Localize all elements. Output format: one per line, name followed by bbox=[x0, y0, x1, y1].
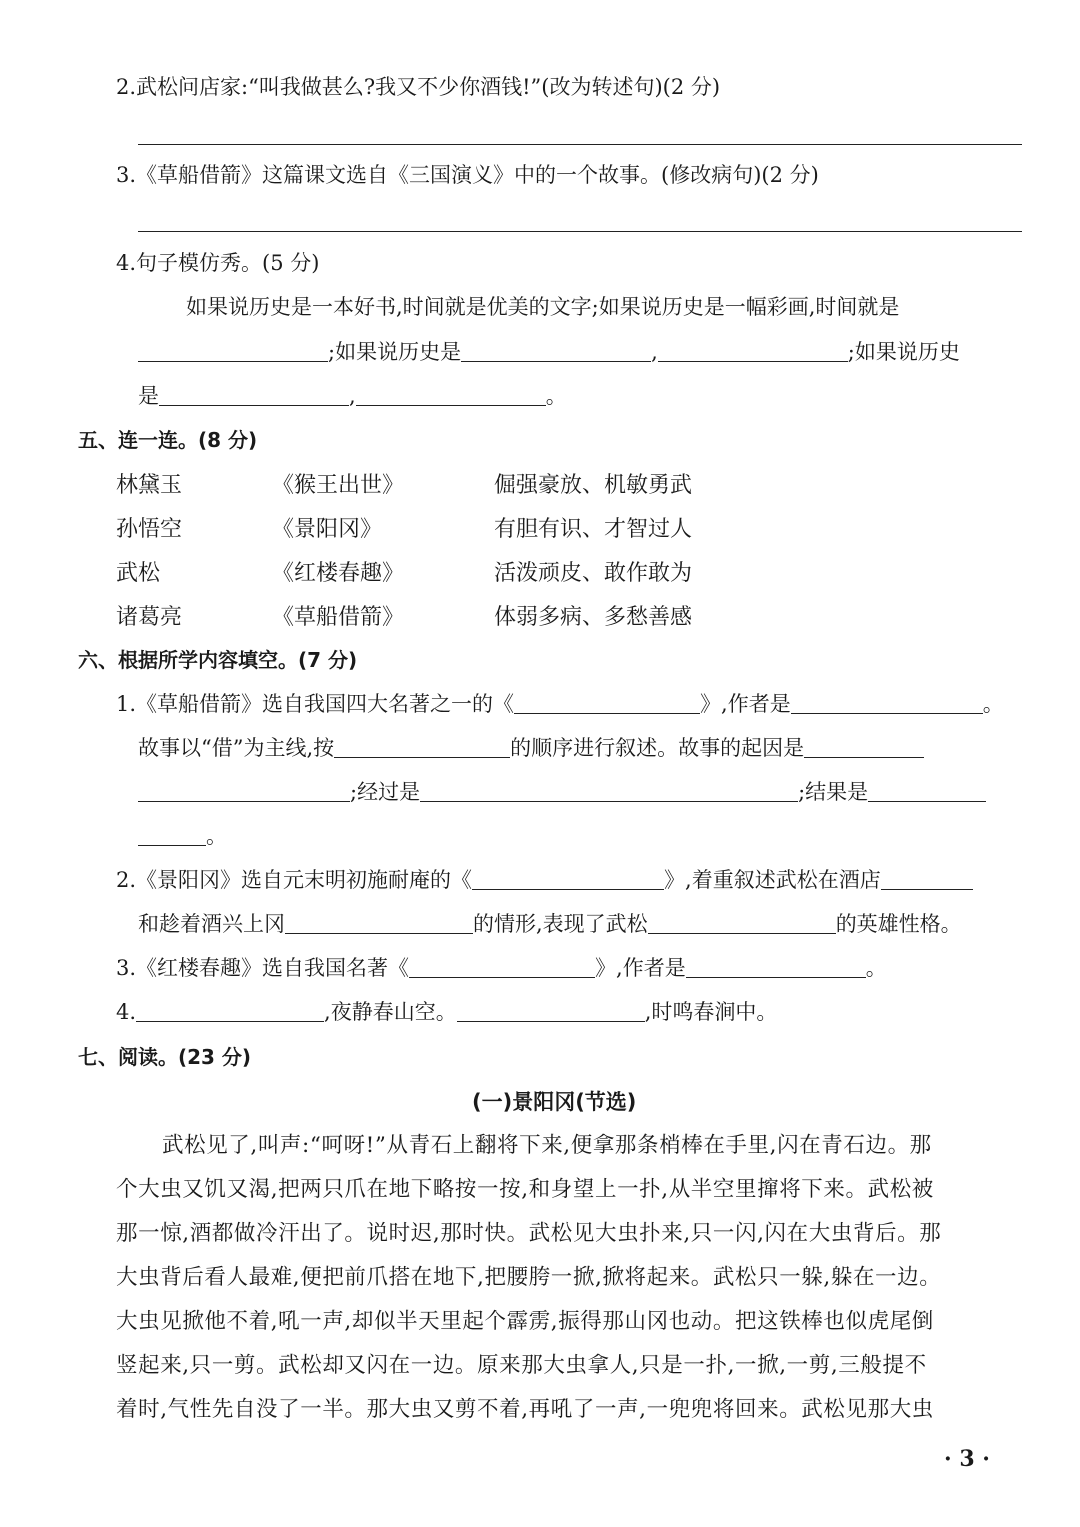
q4-4: 4.句子模仿秀。(5 分) bbox=[116, 251, 320, 275]
reading-line-2: 个大虫又饥又渴,把两只爪在地下略按一按,和身望上一扑,从半空里撺将下来。武松被 bbox=[116, 1177, 934, 1202]
fill-blank[interactable] bbox=[138, 823, 206, 846]
match-name-1[interactable]: 林黛玉 bbox=[116, 473, 183, 498]
match-title-4[interactable]: 《草船借箭》 bbox=[272, 605, 405, 630]
q6-3: 3.《红楼春趣》选自我国名著《 》,作者是 。 bbox=[116, 956, 887, 980]
page-number: · 3 · bbox=[944, 1446, 990, 1472]
reading-line-7: 着时,气性先自没了一半。那大虫又剪不着,再吼了一声,一兜兜将回来。武松见那大虫 bbox=[116, 1397, 934, 1422]
fill-blank[interactable] bbox=[138, 779, 350, 802]
fill-blank[interactable] bbox=[472, 867, 664, 890]
reading-line-6: 竖起来,只一剪。武松却又闪在一边。原来那大虫拿人,只是一扑,一掀,一剪,三般提不 bbox=[116, 1353, 927, 1378]
reading-line-5: 大虫见掀他不着,吼一声,却似半天里起个霹雳,振得那山冈也动。把这铁棒也似虎尾倒 bbox=[116, 1309, 934, 1334]
q6-1-line2: 故事以“借”为主线,按 的顺序进行叙述。故事的起因是 bbox=[138, 733, 924, 763]
fill-blank[interactable] bbox=[138, 339, 328, 362]
reading-line-4: 大虫背后看人最难,便把前爪搭在地下,把腰胯一掀,掀将起来。武松只一躲,躲在一边。 bbox=[116, 1265, 942, 1290]
fill-blank[interactable] bbox=[409, 955, 595, 978]
reading-line-3: 那一惊,酒都做冷汗出了。说时迟,那时快。武松见大虫扑来,只一闪,闪在大虫背后。那 bbox=[116, 1221, 942, 1246]
q6-2-line1: 2.《景阳冈》选自元末明初施耐庵的《 》,着重叙述武松在酒店 bbox=[116, 865, 973, 895]
fill-blank[interactable] bbox=[881, 867, 973, 890]
match-trait-1[interactable]: 倔强豪放、机敏勇武 bbox=[494, 473, 693, 498]
fill-blank[interactable] bbox=[457, 999, 645, 1022]
q4-2: 2.武松问店家:“叫我做甚么?我又不少你酒钱!”(改为转述句)(2 分) bbox=[116, 75, 721, 99]
match-title-2[interactable]: 《景阳冈》 bbox=[272, 517, 383, 542]
reading-title: (一)景阳冈(节选) bbox=[472, 1090, 637, 1114]
q6-1-line1: 1.《草船借箭》选自我国四大名著之一的《 》,作者是 。 bbox=[116, 692, 1004, 716]
fill-blank[interactable] bbox=[686, 955, 866, 978]
q4-4-line3: 是 , 。 bbox=[138, 384, 567, 408]
q6-4: 4. ,夜静春山空。 ,时鸣春涧中。 bbox=[116, 1000, 778, 1024]
fill-blank[interactable] bbox=[159, 383, 349, 406]
fill-blank[interactable] bbox=[514, 691, 700, 714]
fill-blank[interactable] bbox=[791, 691, 983, 714]
fill-blank[interactable] bbox=[804, 735, 924, 758]
match-trait-2[interactable]: 有胆有识、才智过人 bbox=[494, 517, 693, 542]
fill-blank[interactable] bbox=[356, 383, 546, 406]
section-6-heading: 六、根据所学内容填空。(7 分) bbox=[78, 648, 358, 672]
match-name-4[interactable]: 诸葛亮 bbox=[116, 605, 183, 630]
answer-line-q4-2[interactable] bbox=[138, 144, 1022, 145]
match-name-2[interactable]: 孙悟空 bbox=[116, 517, 183, 542]
q6-1-line4: 。 bbox=[138, 821, 227, 851]
reading-line-1: 武松见了,叫声:“呵呀!”从青石上翻将下来,便拿那条梢棒在手里,闪在青石边。那 bbox=[162, 1133, 932, 1158]
fill-blank[interactable] bbox=[648, 911, 836, 934]
match-trait-3[interactable]: 活泼顽皮、敢作敢为 bbox=[494, 561, 693, 586]
fill-blank[interactable] bbox=[285, 911, 473, 934]
fill-blank[interactable] bbox=[868, 779, 986, 802]
section-5-heading: 五、连一连。(8 分) bbox=[78, 428, 258, 452]
match-name-3[interactable]: 武松 bbox=[116, 561, 161, 586]
q6-2-line2: 和趁着酒兴上冈 的情形,表现了武松 的英雄性格。 bbox=[138, 912, 962, 936]
fill-blank[interactable] bbox=[334, 735, 510, 758]
q4-4-line1: 如果说历史是一本好书,时间就是优美的文字;如果说历史是一幅彩画,时间就是 bbox=[186, 295, 900, 319]
match-title-3[interactable]: 《红楼春趣》 bbox=[272, 561, 405, 586]
fill-blank[interactable] bbox=[658, 339, 848, 362]
match-trait-4[interactable]: 体弱多病、多愁善感 bbox=[494, 605, 693, 630]
q4-3: 3.《草船借箭》这篇课文选自《三国演义》中的一个故事。(修改病句)(2 分) bbox=[116, 163, 819, 187]
answer-line-q4-3[interactable] bbox=[138, 231, 1022, 232]
fill-blank[interactable] bbox=[420, 779, 798, 802]
fill-blank[interactable] bbox=[136, 999, 324, 1022]
section-7-heading: 七、阅读。(23 分) bbox=[78, 1045, 252, 1069]
q6-1-line3: ;经过是 ;结果是 bbox=[138, 777, 986, 807]
match-title-1[interactable]: 《猴王出世》 bbox=[272, 473, 405, 498]
q4-4-line2: ;如果说历史是 , ;如果说历史 bbox=[138, 337, 960, 367]
fill-blank[interactable] bbox=[461, 339, 651, 362]
